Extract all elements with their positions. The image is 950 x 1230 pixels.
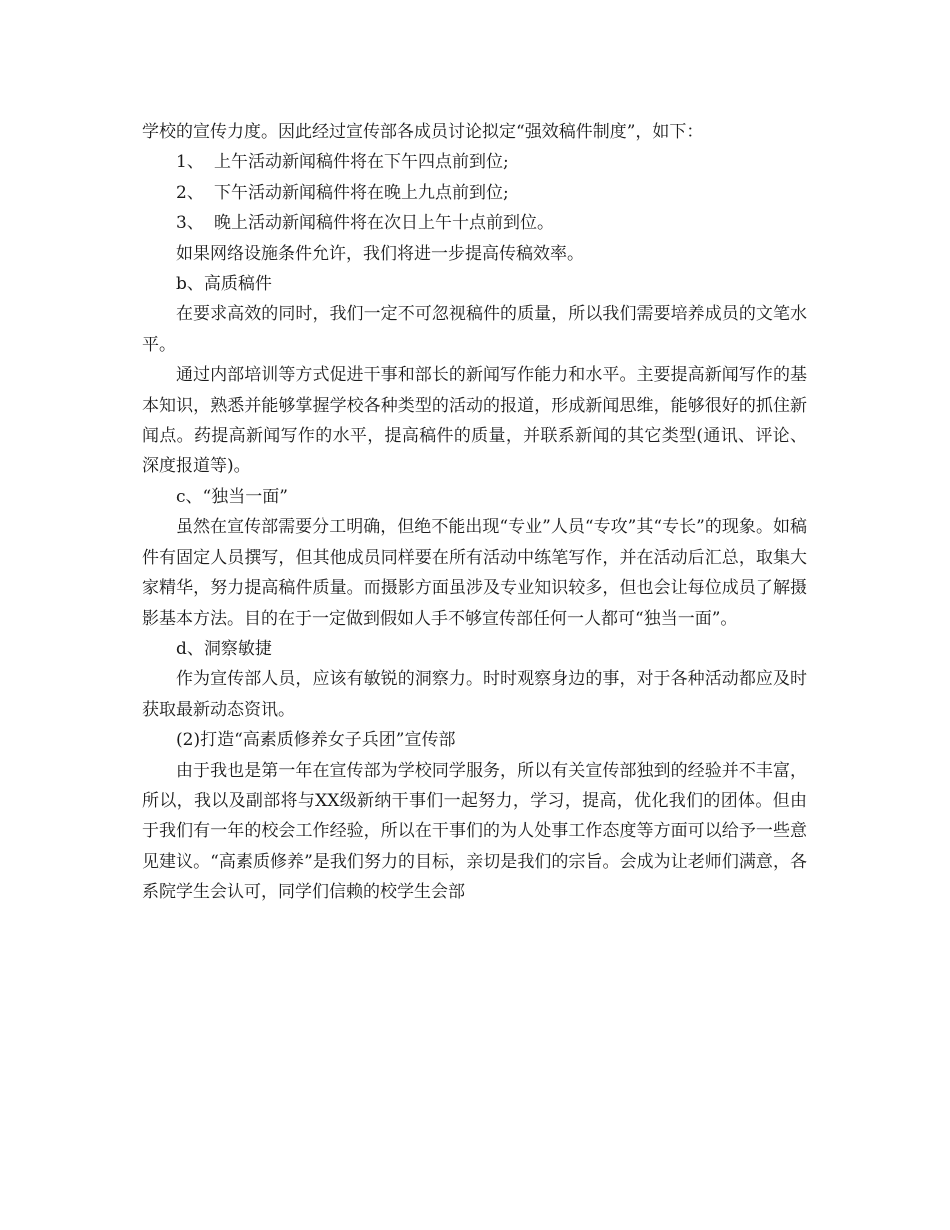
list-item-number: 3、	[176, 213, 204, 234]
list-item-number: 2、	[176, 182, 204, 203]
list-item-number: 1、	[176, 152, 204, 173]
list-item-text: 晚上活动新闻稿件将在次日上午十点前到位。	[214, 213, 554, 234]
paragraph: 作为宣传部人员，应该有敏锐的洞察力。时时观察身边的事，对于各种活动都应及时获取最新动态资讯。	[142, 669, 807, 720]
list-item-text: 下午活动新闻稿件将在晚上九点前到位;	[214, 182, 509, 203]
paragraph: c、“独当一面”	[176, 486, 288, 507]
paragraph: 由于我也是第一年在宣传部为学校同学服务，所以有关宣传部独到的经验并不丰富，所以，我以及副部将与XX级新纳干事们一起努力，学习，提高，优化我们的团体。但由于我们有一年的校会工作经验，所以在干事们的为人处事工作态度等方面可以给予一些意见建议。“高素质修养”是我们努力的目标，亲切是我们的宗旨。会成为让老师们满意，各系院学生会认可，同学们信赖的校学生会部	[142, 760, 807, 903]
list-item	[142, 178, 807, 208]
paragraph: (2)打造“高素质修养女子兵团”宣传部	[176, 730, 456, 751]
document-body	[142, 117, 807, 908]
paragraph: 虽然在宣传部需要分工明确，但绝不能出现“专业”人员“专攻”其“专长”的现象。如稿件有固定人员撰写，但其他成员同样要在所有活动中练笔写作，并在活动后汇总，取集大家精华，努力提高稿件质量。而摄影方面虽涉及专业知识较多，但也会让每位成员了解摄影基本方法。目的在于一定做到假如人手不够宣传部任何一人都可“独当一面”。	[142, 517, 807, 629]
list-item-text: 上午活动新闻稿件将在下午四点前到位;	[214, 152, 509, 173]
paragraph: 通过内部培训等方式促进干事和部长的新闻写作能力和水平。主要提高新闻写作的基本知识，熟悉并能够掌握学校各种类型的活动的报道，形成新闻思维，能够很好的抓住新闻点。药提高新闻写作的水平，提高稿件的质量，并联系新闻的其它类型(通讯、评论、深度报道等)。	[142, 365, 807, 477]
paragraph: 学校的宣传力度。因此经过宣传部各成员讨论拟定“强效稿件制度”，如下：	[142, 122, 704, 142]
paragraph: b、高质稿件	[176, 274, 272, 295]
paragraph: d、洞察敏捷	[176, 638, 272, 659]
list-item	[142, 208, 807, 238]
list-item	[142, 147, 807, 177]
paragraph: 在要求高效的同时，我们一定不可忽视稿件的质量，所以我们需要培养成员的文笔水平。	[142, 304, 807, 355]
paragraph: 如果网络设施条件允许，我们将进一步提高传稿效率。	[176, 243, 584, 264]
